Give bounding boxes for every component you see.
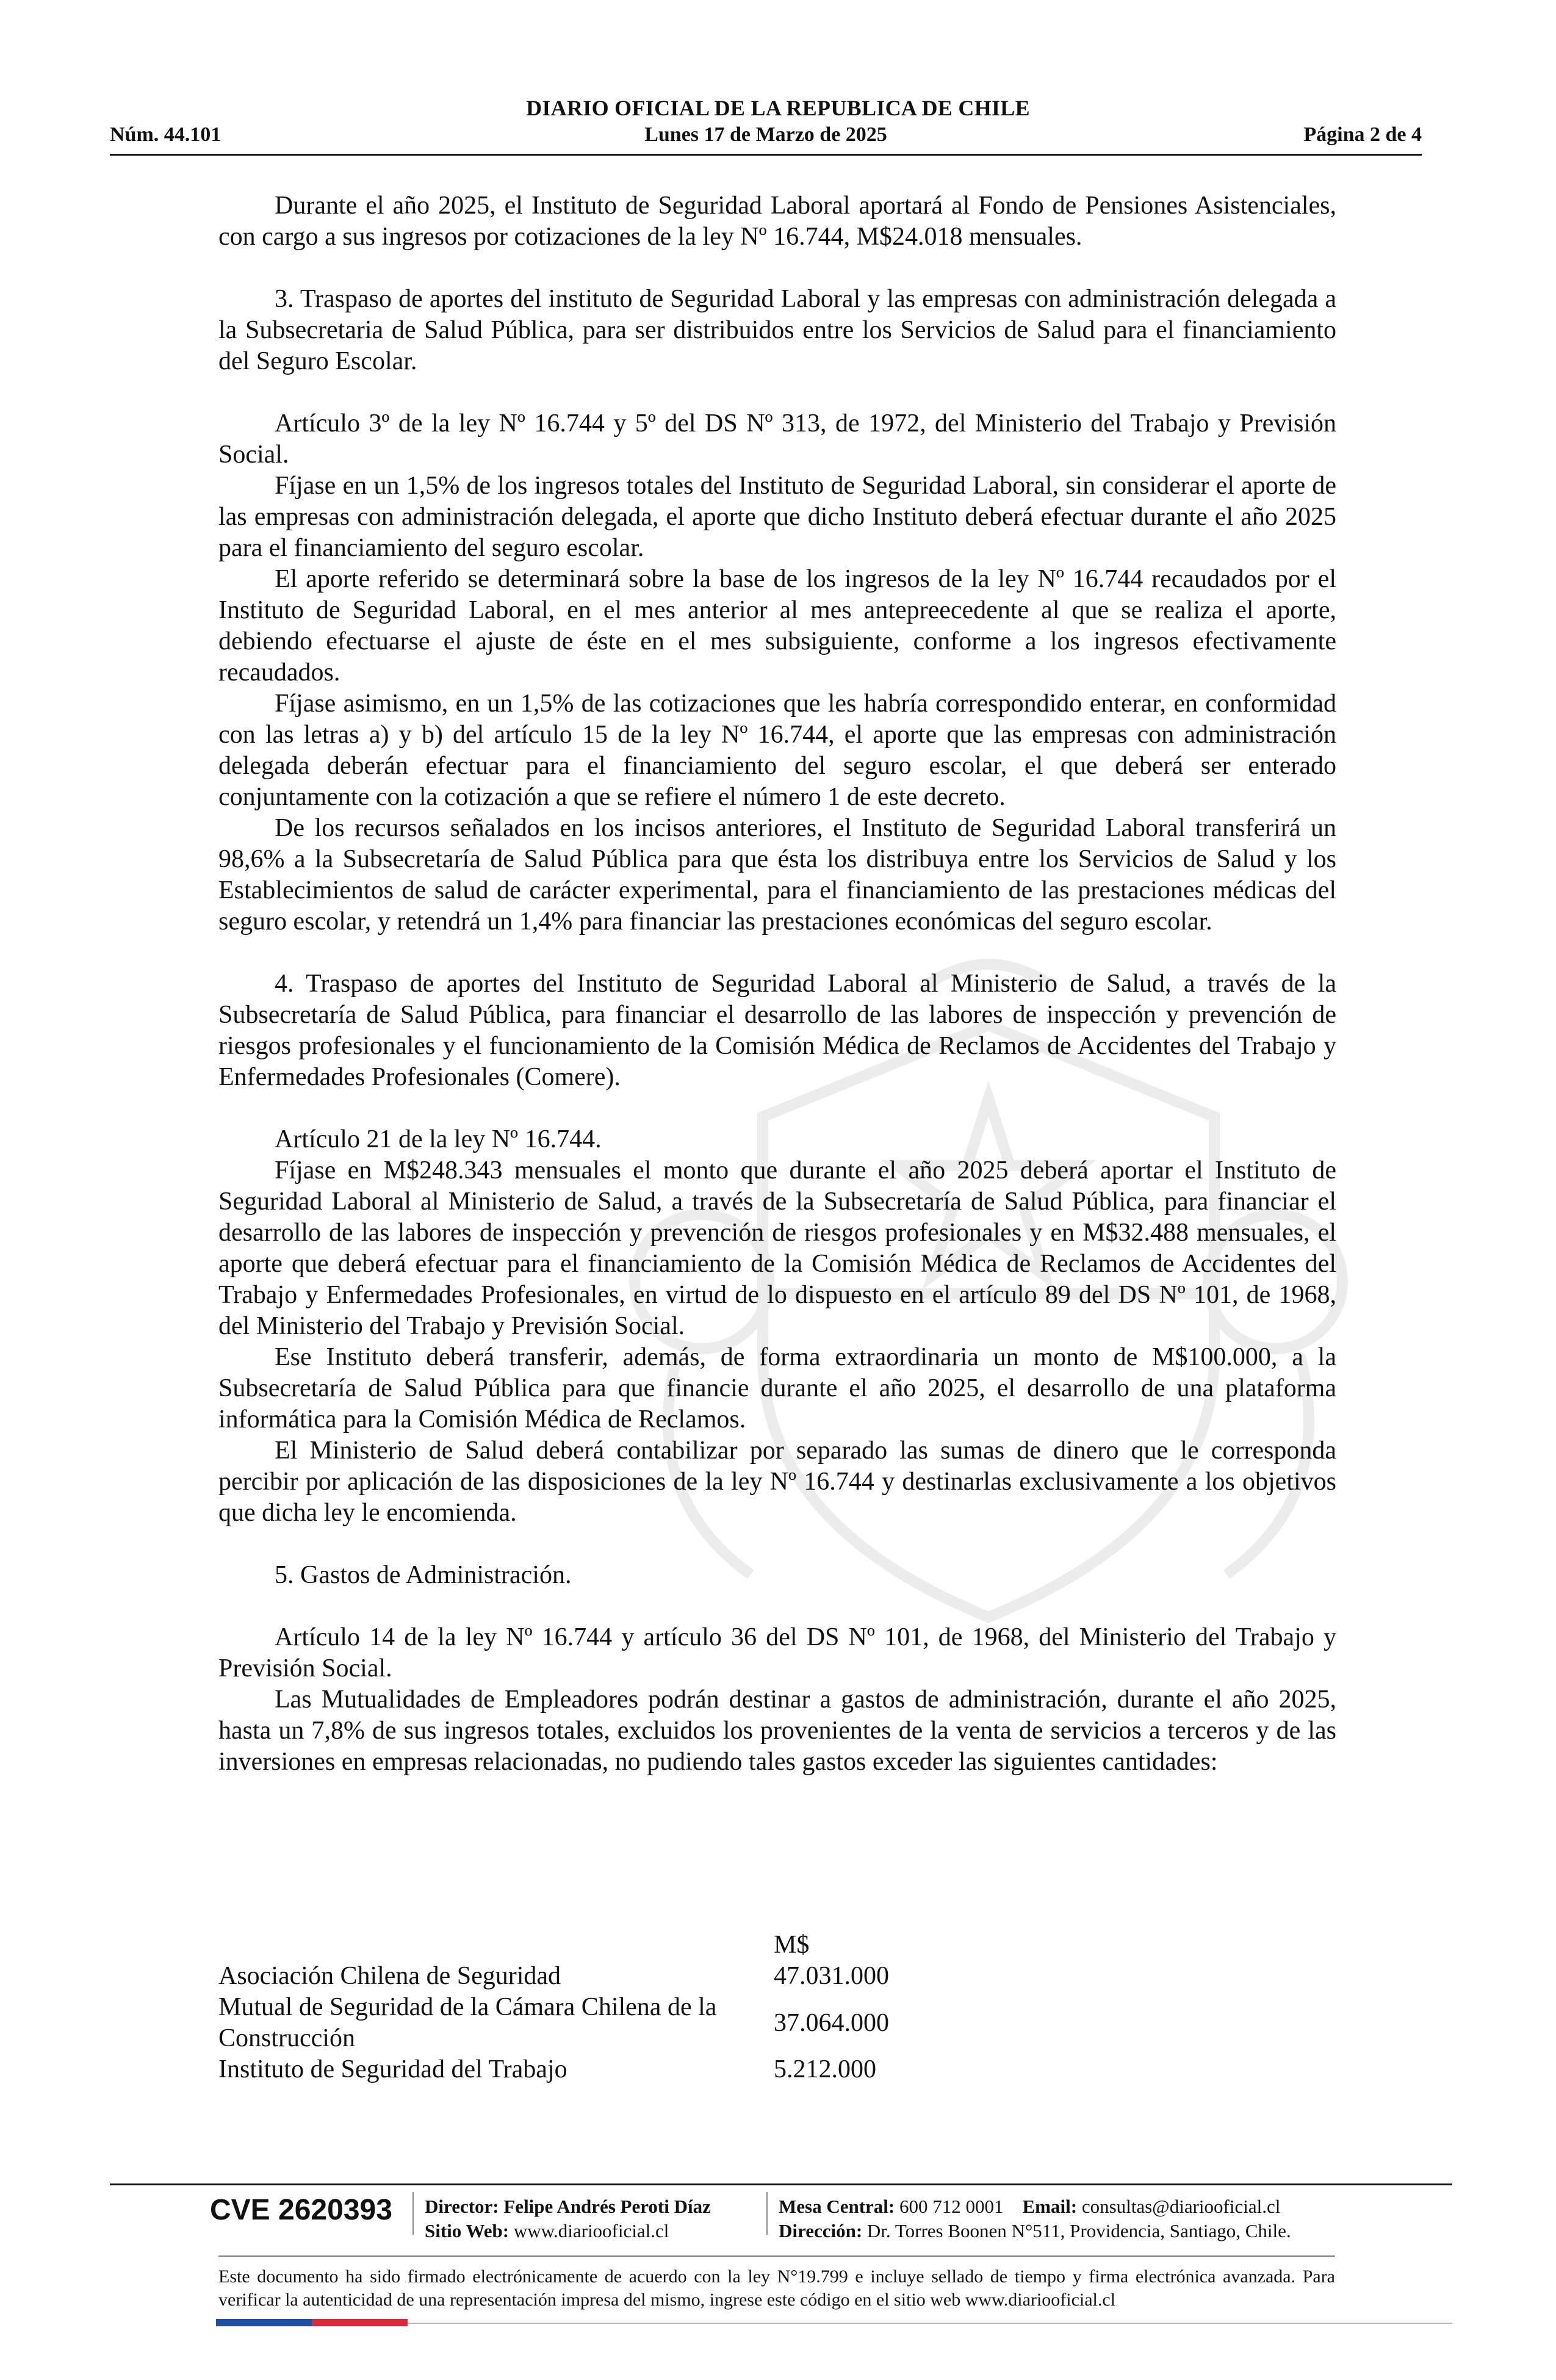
phone-number: 600 712 0001 — [899, 2196, 1004, 2217]
address-label: Dirección: — [779, 2220, 863, 2241]
header-divider — [110, 154, 1422, 156]
entity-amount: 47.031.000 — [774, 1962, 889, 1990]
section-heading: 3. Traspaso de aportes del instituto de Seguridad Laboral y las empresas con administración delegada a la Subsecretaria de Salud Pública, para ser distribuidos entre los Servicios de Salud para el financiamiento del Seguro Escolar. — [218, 285, 1336, 375]
flag-blue-segment — [216, 2319, 312, 2326]
table-header-row — [218, 1930, 1018, 1961]
section-heading: 4. Traspaso de aportes del Instituto de Seguridad Laboral al Ministerio de Salud, a través de la Subsecretaría de Salud Pública, para financiar el desarrollo de las labores de inspección y prevención de riesgos profesionales y el funcionamiento de la Comisión Médica de Reclamos de Accidentes del Trabajo y Enfermedades Profesionales (Comere). — [218, 970, 1336, 1091]
entity-name: Mutual de Seguridad de la Cámara Chilena de la Construcción — [218, 1993, 717, 2052]
footer-divider — [110, 2183, 1452, 2185]
footer-bottom-line — [408, 2323, 1452, 2324]
director-label: Director: — [425, 2196, 499, 2217]
entity-name: Instituto de Seguridad del Trabajo — [218, 2055, 567, 2083]
issue-date: Lunes 17 de Marzo de 2025 — [644, 123, 887, 146]
legal-reference: Artículo 14 de la ley Nº 16.744 y artículo 36 del DS Nº 101, de 1968, del Ministerio del Trabajo y Previsión Social. — [218, 1623, 1336, 1682]
director-name: Felipe Andrés Peroti Díaz — [503, 2196, 711, 2217]
footer-inner-divider — [218, 2256, 1335, 2257]
table-row — [218, 2054, 1018, 2085]
flag-stripe — [216, 2319, 408, 2326]
section-heading: 5. Gastos de Administración. — [275, 1561, 572, 1589]
paragraph: Las Mutualidades de Empleadores podrán destinar a gastos de administración, durante el año 2025, hasta un 7,8% de sus ingresos totales, excluidos los provenientes de la venta de servicios a terceros y de las inversiones en empresas relacionadas, no pudiendo tales gastos exceder las siguientes cantidades: — [218, 1686, 1336, 1776]
footer-contact-block — [779, 2194, 1291, 2243]
paragraph: Fíjase en M$248.343 mensuales el monto que durante el año 2025 deberá aportar el Instituto de Seguridad Laboral al Ministerio de Salud, a través de la Subsecretaría de Salud Pública, para financiar el desarrollo de las labores de inspección y prevención de riesgos profesionales y en M$32.488 mensuales, el aporte que deberá efectuar para el financiamiento de la Comisión Médica de Reclamos de Accidentes del Trabajo y Enfermedades Profesionales, en virtud de lo dispuesto en el artículo 89 del DS Nº 101, de 1968, del Ministerio del Trabajo y Previsión Social. — [218, 1156, 1336, 1340]
paragraph: Durante el año 2025, el Instituto de Seguridad Laboral aportará al Fondo de Pensiones Asistenciales, con cargo a sus ingresos por cotizaciones de la ley Nº 16.744, M$24.018 mensuales. — [218, 192, 1336, 251]
email-link[interactable]: consultas@diariooficial.cl — [1081, 2196, 1281, 2217]
entity-amount: 37.064.000 — [774, 2008, 889, 2037]
legal-reference: Artículo 21 de la ley Nº 16.744. — [275, 1125, 602, 1153]
flag-red-segment — [312, 2319, 408, 2326]
entity-amount: 5.212.000 — [774, 2055, 876, 2083]
website-label: Sitio Web: — [425, 2220, 510, 2241]
paragraph: Fíjase asimismo, en un 1,5% de las cotizaciones que les habría correspondido enterar, en conformidad con las letras a) y b) del artículo 15 de la ley Nº 16.744, el aporte que las empresas con administración delegada deberán efectuar para el financiamiento del seguro escolar, el que deberá ser enterado conjuntamente con la cotización a que se refiere el número 1 de este decreto. — [218, 690, 1336, 811]
header-row — [110, 123, 1422, 150]
paragraph: El Ministerio de Salud deberá contabilizar por separado las sumas de dinero que le corresponda percibir por aplicación de las disposiciones de la ley Nº 16.744 y destinarlas exclusivamente a los objetivos que dicha ley le encomienda. — [218, 1437, 1336, 1527]
table-row — [218, 1961, 1018, 1992]
phone-label: Mesa Central: — [779, 2196, 895, 2217]
paragraph: De los recursos señalados en los incisos anteriores, el Instituto de Seguridad Laboral transferirá un 98,6% a la Subsecretaría de Salud Pública para que ésta los distribuya entre los Servicios de Salud y los Establecimientos de salud de carácter experimental, para el financiamiento de las prestaciones médicas del seguro escolar, y retendrá un 1,4% para financiar las prestaciones económicas del seguro escolar. — [218, 814, 1336, 936]
issue-number: Núm. 44.101 — [110, 123, 222, 146]
paragraph: Ese Instituto deberá transferir, además, de forma extraordinaria un monto de M$100.000, a la Subsecretaría de Salud Pública para que financie durante el año 2025, el desarrollo de una plataforma informática para la Comisión Médica de Reclamos. — [218, 1343, 1336, 1433]
cve-code: CVE 2620393 — [210, 2194, 392, 2226]
legal-reference: Artículo 3º de la ley Nº 16.744 y 5º del DS Nº 313, de 1972, del Ministerio del Trabajo y Previsión Social. — [218, 409, 1336, 469]
website-link[interactable]: www.diariooficial.cl — [513, 2220, 669, 2241]
footer-director-block — [425, 2194, 711, 2243]
footer-separator — [412, 2192, 414, 2235]
paragraph: El aporte referido se determinará sobre la base de los ingresos de la ley Nº 16.744 recaudados por el Instituto de Seguridad Laboral, en el mes anterior al mes antepreecedente al que se realiza el aporte, debiendo efectuarse el ajuste de éste en el mes subsiguiente, conforme a los ingresos efectivamente recaudados. — [218, 565, 1336, 687]
page-number: Página 2 de 4 — [1303, 123, 1422, 146]
document-body — [218, 190, 1336, 1778]
email-label: Email: — [1022, 2196, 1078, 2217]
newspaper-title: DIARIO OFICIAL DE LA REPUBLICA DE CHILE — [526, 96, 1030, 120]
table-row — [218, 1992, 1018, 2054]
address-text: Dr. Torres Boonen N°511, Providencia, Santiago, Chile. — [866, 2220, 1291, 2241]
paragraph: Fíjase en un 1,5% de los ingresos totales del Instituto de Seguridad Laboral, sin considerar el aporte de las empresas con administración delegada, el aporte que dicho Instituto deberá efectuar durante el año 2025 para el financiamiento del seguro escolar. — [218, 472, 1336, 562]
amounts-table — [218, 1930, 1018, 2085]
unit-header: M$ — [774, 1931, 810, 1959]
legal-notice: Este documento ha sido firmado electrónicamente de acuerdo con la ley N°19.799 e incluye sellado de tiempo y firma electrónica avanzada. Para verificar la autenticidad de una representación impresa del mismo, ingrese este código en el sitio web www.diariooficial.cl — [218, 2266, 1335, 2310]
footer-separator — [766, 2192, 768, 2235]
entity-name: Asociación Chilena de Seguridad — [218, 1962, 561, 1990]
